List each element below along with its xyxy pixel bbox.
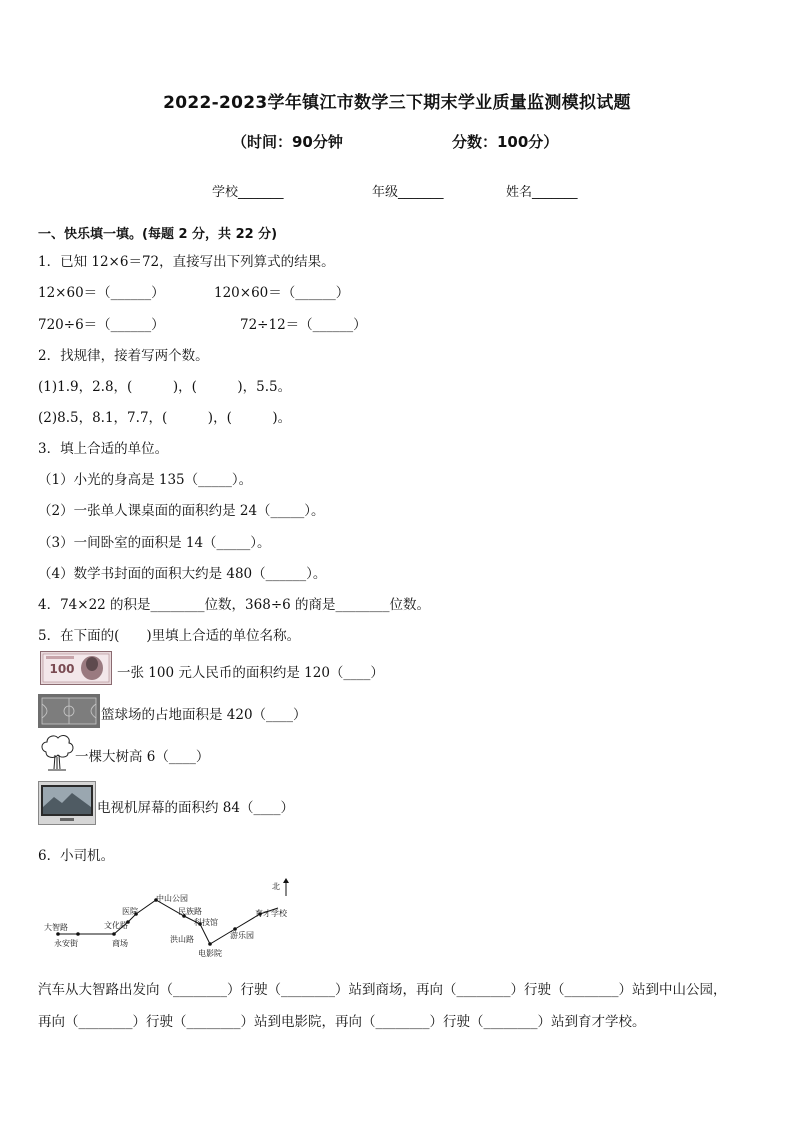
q5-stem: 5．在下面的( )里填上合适的单位名称。: [38, 628, 301, 644]
time-limit: （时间：90分钟: [232, 133, 343, 151]
stop-yiyuan: 医院: [122, 907, 138, 916]
total-score: 分数：100分）: [452, 133, 559, 151]
q6-line-1[interactable]: 汽车从大智路出发向（________）行驶（________）站到商场，再向（________）行驶（________）站到中山公园，: [38, 982, 727, 998]
q1-stem: 1．已知 12×6＝72，直接写出下列算式的结果。: [38, 254, 335, 270]
banknote-image: [40, 651, 112, 685]
q6-line-2[interactable]: 再向（________）行驶（________）站到电影院，再向（________）行驶（________）站到育才学校。: [38, 1014, 646, 1030]
grade-blank: _______: [398, 185, 444, 200]
q5-item-3[interactable]: 一棵大树高 6（____）: [75, 749, 210, 765]
school-blank: _______: [238, 185, 284, 200]
tree-image: [38, 732, 76, 772]
grade-field[interactable]: [372, 181, 444, 200]
q3-item-2[interactable]: （2）一张单人课桌面的面积约是 24（_____）。: [38, 503, 325, 519]
stop-minzulu: 民族路: [178, 907, 202, 916]
bus-route-map: [40, 876, 310, 960]
q5-item-4[interactable]: 电视机屏幕的面积约 84（____）: [97, 800, 294, 816]
name-field[interactable]: [506, 181, 578, 200]
stop-shangchang: 商场: [112, 939, 128, 948]
basketball-court-image: [38, 694, 100, 728]
school-label: 学校: [212, 185, 239, 200]
q1-item-b[interactable]: 120×60＝（______）: [214, 285, 350, 301]
stop-wenhualu: 文化路: [104, 921, 128, 930]
name-blank: _______: [532, 185, 578, 200]
stop-yonganjie: 永安街: [54, 939, 78, 948]
name-label: 姓名: [506, 185, 533, 200]
stop-dianyingyuan: 电影院: [198, 949, 222, 958]
q5-item-2[interactable]: 篮球场的占地面积是 420（____）: [101, 707, 307, 723]
q4-question[interactable]: 4．74×22 的积是________位数，368÷6 的商是________位数。: [38, 597, 431, 613]
stop-yucai-school: 育才学校: [255, 909, 287, 918]
q3-item-3[interactable]: （3）一间卧室的面积是 14（_____）。: [38, 535, 271, 551]
grade-label: 年级: [372, 185, 399, 200]
q6-stem: 6．小司机。: [38, 848, 115, 864]
q3-item-1[interactable]: （1）小光的身高是 135（_____）。: [38, 472, 253, 488]
page-title: 2022-2023学年镇江市数学三下期末学业质量监测模拟试题: [163, 93, 631, 113]
q5-item-1[interactable]: 一张 100 元人民币的面积约是 120（____）: [117, 665, 384, 681]
q1-item-d[interactable]: 72÷12＝（______）: [240, 317, 367, 333]
school-field[interactable]: [212, 181, 284, 200]
q3-stem: 3．填上合适的单位。: [38, 441, 169, 457]
q1-item-c[interactable]: 720÷6＝（______）: [38, 317, 165, 333]
television-image: [38, 781, 96, 825]
q2-item-2[interactable]: (2)8.5，8.1，7.7，( )，( )。: [38, 410, 292, 426]
north-label: 北: [272, 882, 280, 891]
stop-hongshanlu: 洪山路: [170, 935, 194, 944]
q1-item-a[interactable]: 12×60＝（______）: [38, 285, 165, 301]
stop-youleyuan: 游乐园: [230, 931, 254, 940]
q2-item-1[interactable]: (1)1.9，2.8，( )，( )，5.5。: [38, 379, 292, 395]
banknote-denomination: 100: [49, 662, 75, 676]
stop-kejiguan: 科技馆: [194, 918, 218, 927]
section-1-heading: 一、快乐填一填。(每题 2 分，共 22 分): [38, 227, 278, 242]
q2-stem: 2．找规律，接着写两个数。: [38, 348, 209, 364]
stop-dazhilu: 大智路: [44, 923, 68, 932]
q3-item-4[interactable]: （4）数学书封面的面积大约是 480（______）。: [38, 566, 327, 582]
stop-zhongshan-park: 中山公园: [156, 894, 188, 903]
